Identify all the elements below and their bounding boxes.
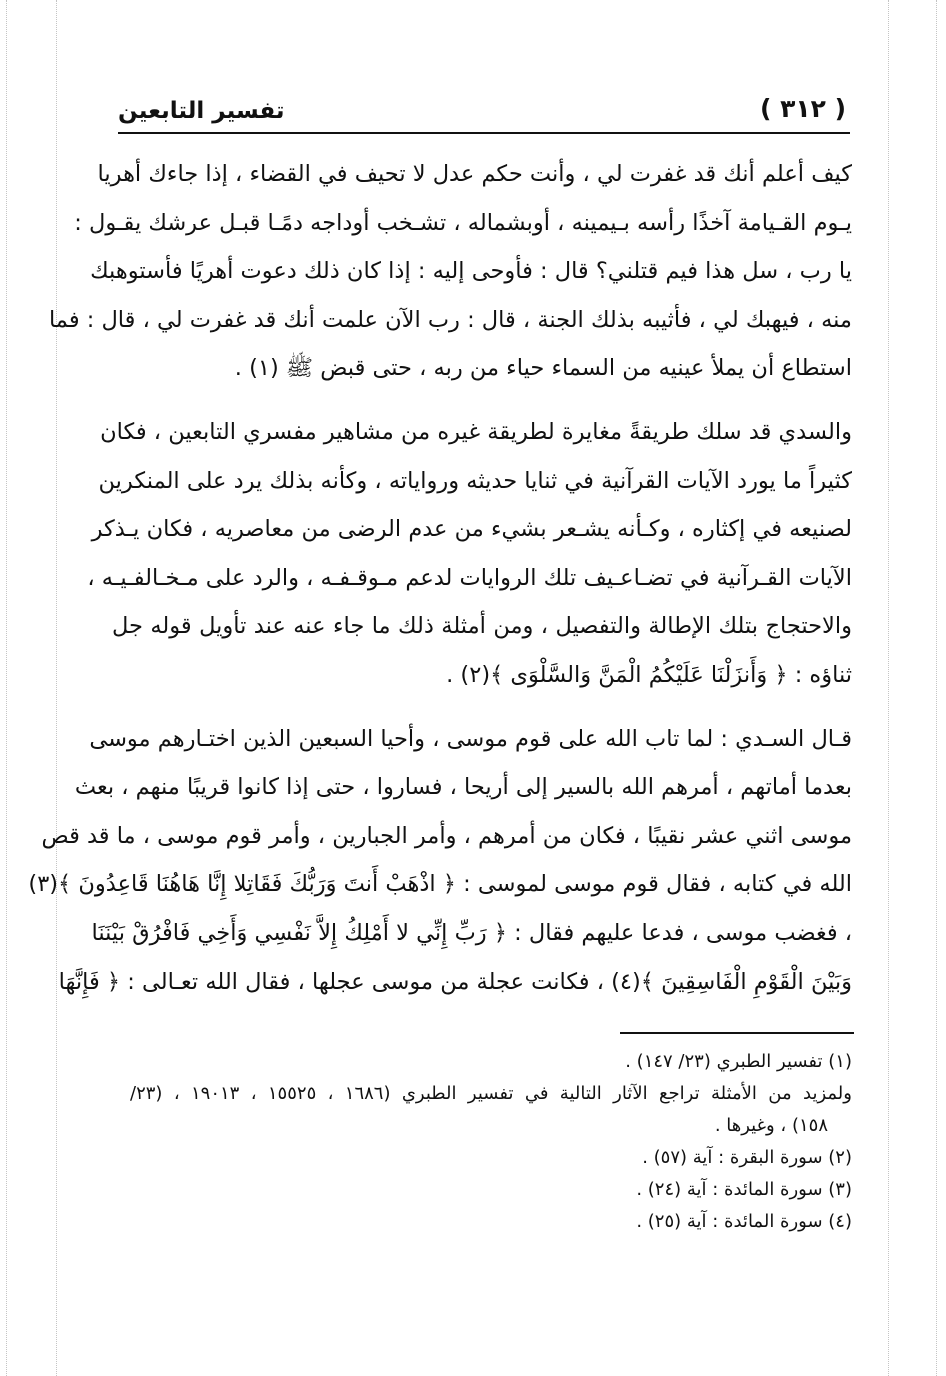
- footnote-line: ولمزيد من الأمثلة تراجع الآثار التالية في تفسير الطبري (١٦٨٦ ، ١٥٥٢٥ ، ١٩٠١٣ ، (٢٣/: [130, 1083, 852, 1104]
- page-number: ( ٣١٢ ): [759, 94, 846, 123]
- text-line: والسدي قد سلك طريقةً مغايرة لطريقة غيره من مشاهير مفسري التابعين ، فكان: [100, 418, 852, 445]
- footnote-line: (١) تفسير الطبري (٢٣/ ١٤٧) .: [625, 1051, 852, 1072]
- footnote-line: (٤) سورة المائدة : آية (٢٥) .: [636, 1211, 852, 1232]
- scan-margin-dotted-line: [6, 0, 7, 1376]
- quran-quote-line: ثناؤه : ﴿ وَأَنزَلْنَا عَلَيْكُمُ الْمَنَّ وَالسَّلْوَى ﴾(٢) .: [446, 661, 852, 688]
- quran-quote-line: ، فغضب موسى ، فدعا عليهم فقال : ﴿ رَبِّ إِنِّي لا أَمْلِكُ إِلاَّ نَفْسِي وَأَخِي فَافْرُقْ بَيْنَنَا: [91, 919, 852, 946]
- scan-margin-dotted-line: [56, 0, 57, 1376]
- paragraph-gap: [112, 700, 852, 715]
- footnote-separator: [620, 1032, 854, 1034]
- footnotes: [130, 1046, 852, 1238]
- scan-margin-dotted-line: [936, 0, 937, 1376]
- text-line: لصنيعه في إكثاره ، وكـأنه يشـعر بشيء من عدم الرضى من معاصريه ، فكان يـذكر: [91, 516, 852, 543]
- quran-quote-line: الله في كتابه ، فقال قوم موسى لموسى : ﴿ اذْهَبْ أَنتَ وَرَبُّكَ فَقَاتِلا إِنَّا هَاهُنَا قَاعِدُونَ ﴾(٣): [28, 871, 852, 898]
- text-line: الآيات القـرآنية في تضـاعـيف تلك الروايات لدعم مـوقـفـه ، والرد على مـخـالفـيـه ،: [87, 564, 852, 591]
- running-header-title: تفسير التابعين: [118, 98, 285, 124]
- quran-quote-line: وَبَيْنَ الْقَوْمِ الْفَاسِقِينَ ﴾(٤) ، فكانت عجلة من موسى عجلها ، فقال الله تعـالى : ﴿ فَإِنَّهَا: [58, 968, 852, 995]
- text-line: استطاع أن يملأ عينيه من السماء حياء من ربه ، حتى قبض ﷺ (١) .: [234, 355, 852, 382]
- footnote-line: (٣) سورة المائدة : آية (٢٤) .: [636, 1179, 852, 1200]
- text-line: بعدما أماتهم ، أمرهم الله بالسير إلى أريحا ، فساروا ، حتى إذا كانوا قريبًا منهم ، بعث: [74, 774, 852, 801]
- text-line: يـوم القـيامة آخذًا رأسه بـيمينه ، أوبشماله ، تشـخب أوداجه دمًـا قبـل عرشك يقـول :: [74, 209, 852, 236]
- text-line: منه ، فيهبك لي ، فأثيبه بذلك الجنة ، قال : رب الآن علمت أنك قد غفرت لي ، قال : فما: [48, 306, 852, 333]
- text-line: يا رب ، سل هذا فيم قتلني؟ قال : فأوحى إليه : إذا كان ذلك دعوت أهريًا فأستوهبك: [90, 258, 852, 285]
- text-line: موسى اثني عشر نقيبًا ، فكان من أمرهم ، وأمر الجبارين ، وأمر قوم موسى ، ما قد قص: [41, 822, 852, 849]
- footnote-line: ١٥٨) ، وغيرها .: [714, 1115, 828, 1136]
- text-line: قـال السـدي : لما تاب الله على قوم موسى ، وأحيا السبعين الذين اختـارهم موسى: [89, 725, 852, 752]
- running-header: [118, 92, 848, 130]
- scan-margin-dotted-line: [888, 0, 889, 1376]
- main-text: [28, 150, 852, 1006]
- header-rule: [118, 132, 850, 134]
- paragraph-gap: [112, 393, 852, 408]
- text-line: كيف أعلم أنك قد غفرت لي ، وأنت حكم عدل لا تحيف في القضاء ، إذا جاءك أهريا: [97, 161, 852, 187]
- footnote-line: (٢) سورة البقرة : آية (٥٧) .: [642, 1147, 852, 1168]
- text-line: كثيراً ما يورد الآيات القرآنية في ثنايا حديثه ورواياته ، وكأنه بذلك يرد على المنكرين: [98, 467, 852, 494]
- text-line: والاحتجاج بتلك الإطالة والتفصيل ، ومن أمثلة ذلك ما جاء عنه عند تأويل قوله جل: [112, 613, 852, 640]
